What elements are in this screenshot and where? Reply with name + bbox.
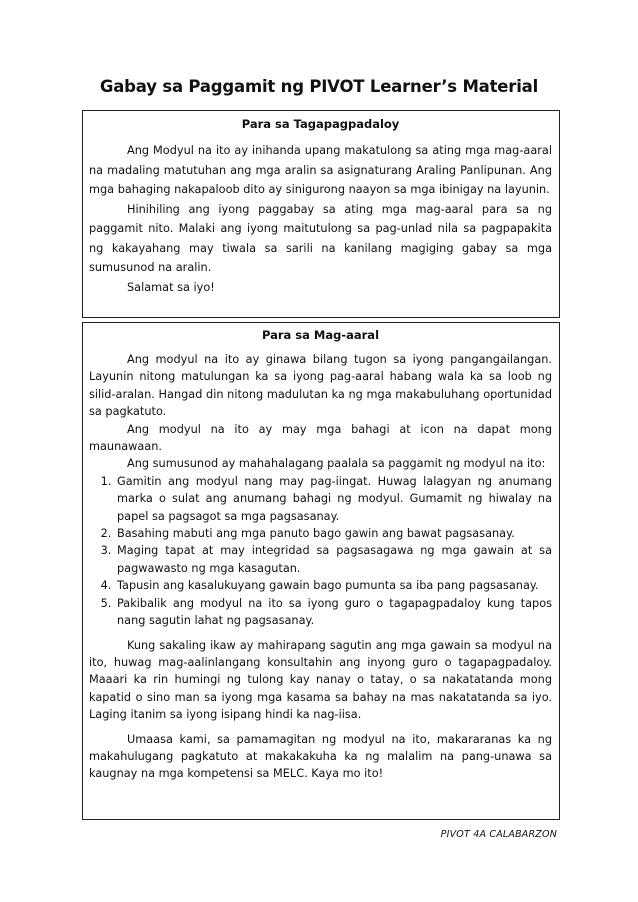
list-item: 1. Gamitin ang modyul nang may pag-iingat. Huwag lalagyan ng anumang marka o sulat ang anumang bahagi ng modyul. Gumamit ng hiwalay na papel sa pagsagot sa mga pagsasanay.: [115, 473, 552, 525]
list-item: 5. Pakibalik ang modyul na ito sa iyong guro o tagapagpadaloy kung tapos nang sagutin lahat ng pagsasanay.: [115, 595, 552, 630]
list-item: 4. Tapusin ang kasalukuyang gawain bago pumunta sa iba pang pagsasanay.: [115, 577, 552, 594]
facilitator-section: [82, 110, 560, 318]
facilitator-thanks: Salamat sa iyo!: [127, 280, 215, 294]
learner-paragraph-3: Ang sumusunod ay mahahalagang paalala sa paggamit ng modyul na ito:: [127, 457, 546, 471]
learner-paragraph-1: Ang modyul na ito ay ginawa bilang tugon sa iyong pangangailangan. Layunin nitong matulungan ka sa iyong pag-aaral habang wala ka sa loob ng silid-aralan. Hangad din nitong madulutan ka ng mga makabuluhang oportunidad sa pagkatuto.: [89, 353, 552, 419]
learner-paragraph-2: Ang modyul na ito ay may mga bahagi at icon na dapat mong maunawaan.: [89, 422, 552, 454]
help-paragraph: Kung sakaling ikaw ay mahirapang sagutin ang mga gawain sa modyul na ito, huwag mag-aalinlangang konsultahin ang inyong guro o tagapagpadaloy. Maaari ka rin humingi ng tulong kay nanay o tatay, o sa nakatatanda mong kapatid o sino man sa iyong mga kasama sa bahay na mas nakatatanda sa iyo. Laging itanim sa iyong isipang hindi ka nag-iisa.: [89, 638, 552, 722]
page-title: Gabay sa Paggamit ng PIVOT Learner’s Material: [99, 77, 539, 96]
facilitator-paragraph-2: Hinihiling ang iyong paggabay sa ating mga mag-aaral para sa ng paggamit nito. Malaki ang iyong maitutulong sa pag-unlad nila sa pagpapakita ng kakayahang may tiwala sa sarili na kanilang magiging gabay sa mga sumusunod na aralin.: [89, 202, 552, 274]
list-item: 2. Basahing mabuti ang mga panuto bago gawin ang bawat pagsasanay.: [115, 525, 552, 542]
learner-heading: Para sa Mag-aaral: [261, 328, 380, 342]
reminders-list: [89, 473, 552, 630]
learner-section: [82, 322, 560, 820]
footer-label: PIVOT 4A CALABARZON: [440, 829, 557, 840]
facilitator-heading: Para sa Tagapagpadaloy: [241, 117, 400, 131]
closing-paragraph: Umaasa kami, sa pamamagitan ng modyul na ito, makararanas ka ng makahulugang pagkatuto at makakakuha ka ng malalim na pang-unawa sa kaugnay na mga kompetensi sa MELC. Kaya mo ito!: [89, 732, 552, 781]
list-item: 3. Maging tapat at may integridad sa pagsasagawa ng mga gawain at sa pagwawasto ng mga kasagutan.: [115, 542, 552, 577]
facilitator-paragraph-1: Ang Modyul na ito ay inihanda upang makatulong sa ating mga mag-aaral na madaling matutuhan ang mga aralin sa asignaturang Araling Panlipunan. Ang mga bahaging nakapaloob dito ay sinigurong naayon sa mga ibinigay na layunin.: [89, 144, 552, 196]
